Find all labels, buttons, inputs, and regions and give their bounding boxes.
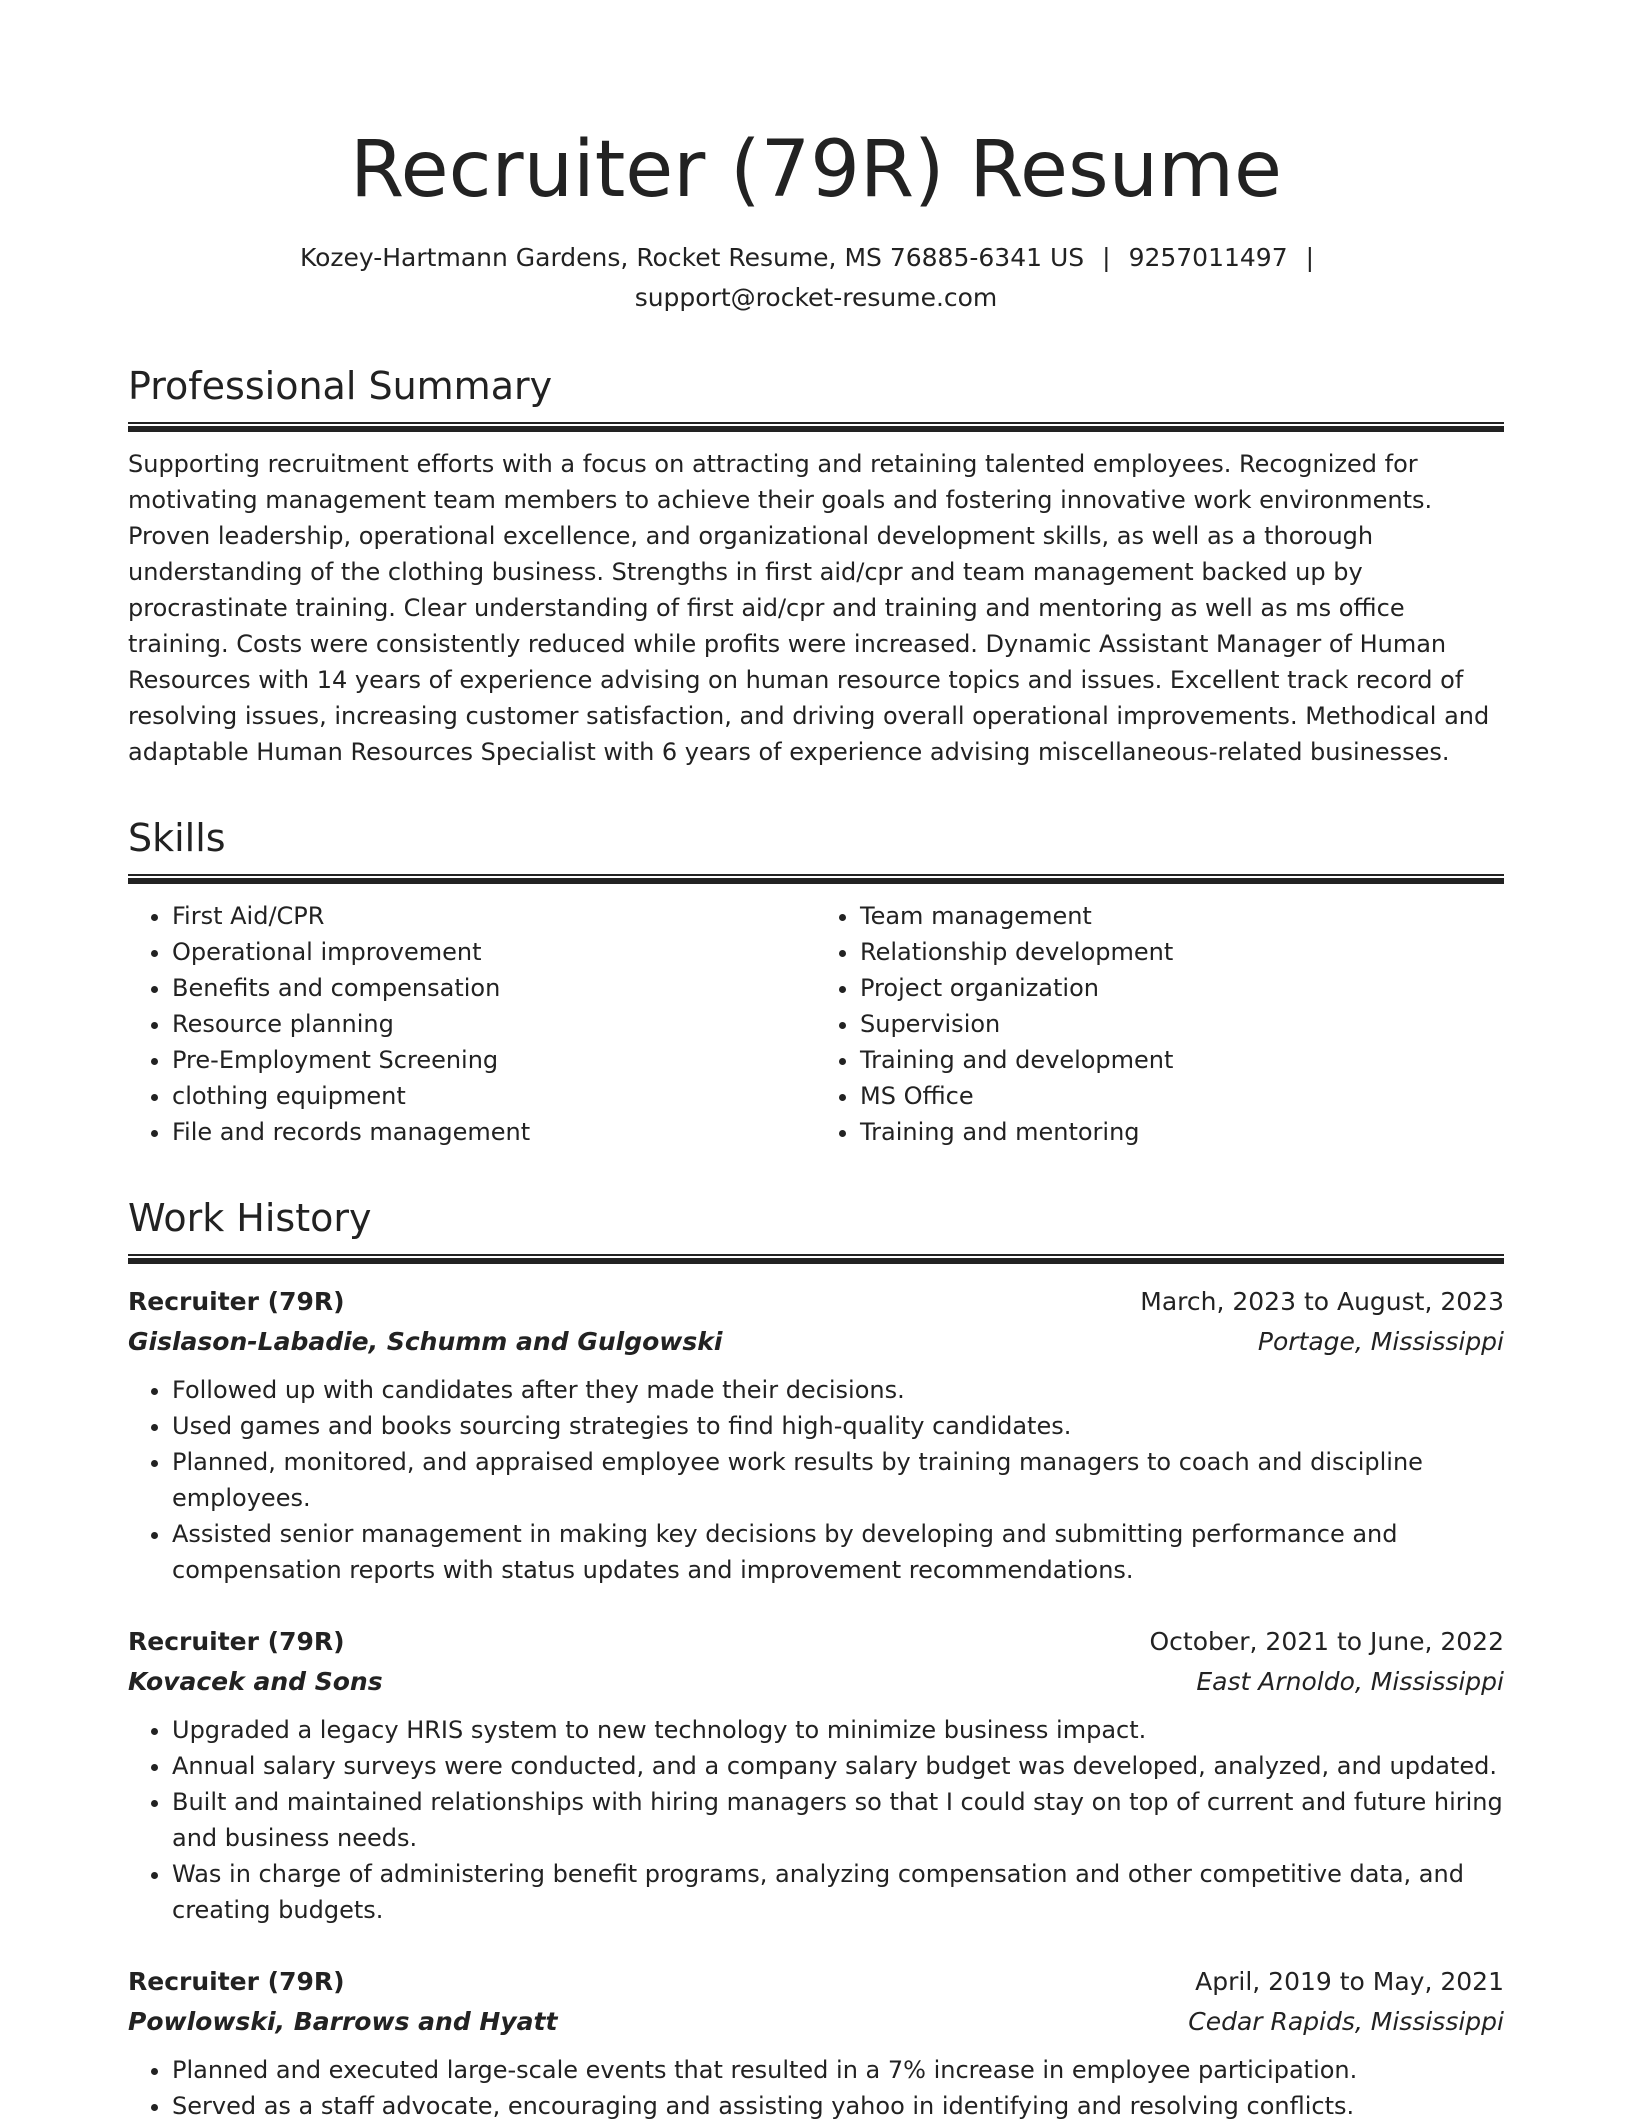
skill-item: • MS Office: [860, 1078, 1504, 1114]
skill-item: • Supervision: [860, 1006, 1504, 1042]
job-bullet: • Followed up with candidates after they made their decisions.: [172, 1372, 1504, 1408]
job-company: Kovacek and Sons: [128, 1667, 383, 1696]
job-subheader: [128, 1322, 1504, 1362]
job-title: Recruiter (79R): [128, 1967, 345, 1996]
job-entry: [128, 1622, 1504, 1928]
job-bullet: • Was in charge of administering benefit programs, analyzing compensation and other competitive data, and creating budgets.: [172, 1856, 1504, 1928]
summary-text: Supporting recruitment efforts with a focus on attracting and retaining talented employees. Recognized for motivating management team members to achieve their goals and fostering innovative work environments. Proven leadership, operational excellence, and organizational development skills, as well as a thorough understanding of the clothing business. Strengths in first aid/cpr and team management backed up by procrastinate training. Clear understanding of first aid/cpr and training and mentoring as well as ms office training. Costs were consistently reduced while profits were increased. Dynamic Assistant Manager of Human Resources with 14 years of experience advising on human resource topics and issues. Excellent track record of resolving issues, increasing customer satisfaction, and driving overall operational improvements. Methodical and adaptable Human Resources Specialist with 6 years of experience advising miscellaneous-related businesses.: [128, 450, 1490, 766]
job-header: [128, 1282, 1504, 1322]
skill-item: • First Aid/CPR: [172, 898, 816, 934]
skill-item: • Training and mentoring: [860, 1114, 1504, 1150]
section-divider: [128, 1254, 1504, 1264]
section-heading-work-history: Work History: [128, 1196, 372, 1240]
job-subheader: [128, 1662, 1504, 1702]
job-title: Recruiter (79R): [128, 1287, 345, 1316]
resume-title: Recruiter (79R) Resume: [349, 125, 1282, 215]
job-company: Gislason-Labadie, Schumm and Gulgowski: [128, 1327, 723, 1356]
contact-separator: |: [1102, 243, 1111, 272]
job-bullet: • Used games and books sourcing strategies to find high-quality candidates.: [172, 1408, 1504, 1444]
skill-item: • clothing equipment: [172, 1078, 816, 1114]
skill-item: • Relationship development: [860, 934, 1504, 970]
resume-page: [128, 0, 1504, 2124]
job-bullets: [128, 2052, 1504, 2124]
skill-item: • Team management: [860, 898, 1504, 934]
job-subheader: [128, 2002, 1504, 2042]
job-bullet: • Planned, monitored, and appraised employee work results by training managers to coach and discipline employees.: [172, 1444, 1504, 1516]
job-bullet: • Served as a staff advocate, encouraging and assisting yahoo in identifying and resolving conflicts.: [172, 2088, 1504, 2124]
job-bullet: • Annual salary surveys were conducted, and a company salary budget was developed, analyzed, and updated.: [172, 1748, 1504, 1784]
skill-item: • Operational improvement: [172, 934, 816, 970]
section-heading-skills: Skills: [128, 816, 226, 860]
skill-item: • File and records management: [172, 1114, 816, 1150]
email: support@rocket-resume.com: [634, 283, 998, 312]
skill-item: • Pre-Employment Screening: [172, 1042, 816, 1078]
job-location: Portage, Mississippi: [1257, 1327, 1504, 1356]
skill-item: • Resource planning: [172, 1006, 816, 1042]
job-entry: [128, 1282, 1504, 1588]
job-bullet: • Upgraded a legacy HRIS system to new technology to minimize business impact.: [172, 1712, 1504, 1748]
skill-item: • Benefits and compensation: [172, 970, 816, 1006]
contact-separator: |: [1305, 243, 1315, 272]
section-divider: [128, 874, 1504, 884]
skill-item: • Training and development: [860, 1042, 1504, 1078]
contact-info: [128, 238, 1504, 318]
skills-column-left: [128, 898, 816, 1150]
job-title: Recruiter (79R): [128, 1627, 345, 1656]
job-bullets: [128, 1712, 1504, 1928]
contact-line: [128, 238, 1504, 278]
skills-list: [128, 898, 1504, 1150]
job-dates: October, 2021 to June, 2022: [1149, 1627, 1504, 1656]
skills-column-right: [816, 898, 1504, 1150]
job-location: East Arnoldo, Mississippi: [1196, 1667, 1504, 1696]
job-bullets: [128, 1372, 1504, 1588]
job-bullet: • Planned and executed large-scale events that resulted in a 7% increase in employee participation.: [172, 2052, 1504, 2088]
job-location: Cedar Rapids, Mississippi: [1188, 2007, 1504, 2036]
address: Kozey-Hartmann Gardens, Rocket Resume, MS 76885-6341 US: [299, 243, 1085, 272]
job-bullet: • Built and maintained relationships with hiring managers so that I could stay on top of current and future hiring and business needs.: [172, 1784, 1504, 1856]
job-entry: [128, 1962, 1504, 2124]
job-bullet: • Assisted senior management in making key decisions by developing and submitting performance and compensation reports with status updates and improvement recommendations.: [172, 1516, 1504, 1588]
job-dates: April, 2019 to May, 2021: [1195, 1967, 1504, 1996]
skill-item: • Project organization: [860, 970, 1504, 1006]
job-dates: March, 2023 to August, 2023: [1140, 1287, 1504, 1316]
job-header: [128, 1622, 1504, 1662]
job-header: [128, 1962, 1504, 2002]
phone: 9257011497: [1128, 243, 1288, 272]
section-divider: [128, 422, 1504, 432]
section-heading-summary: Professional Summary: [128, 364, 553, 408]
job-company: Powlowski, Barrows and Hyatt: [128, 2007, 558, 2036]
